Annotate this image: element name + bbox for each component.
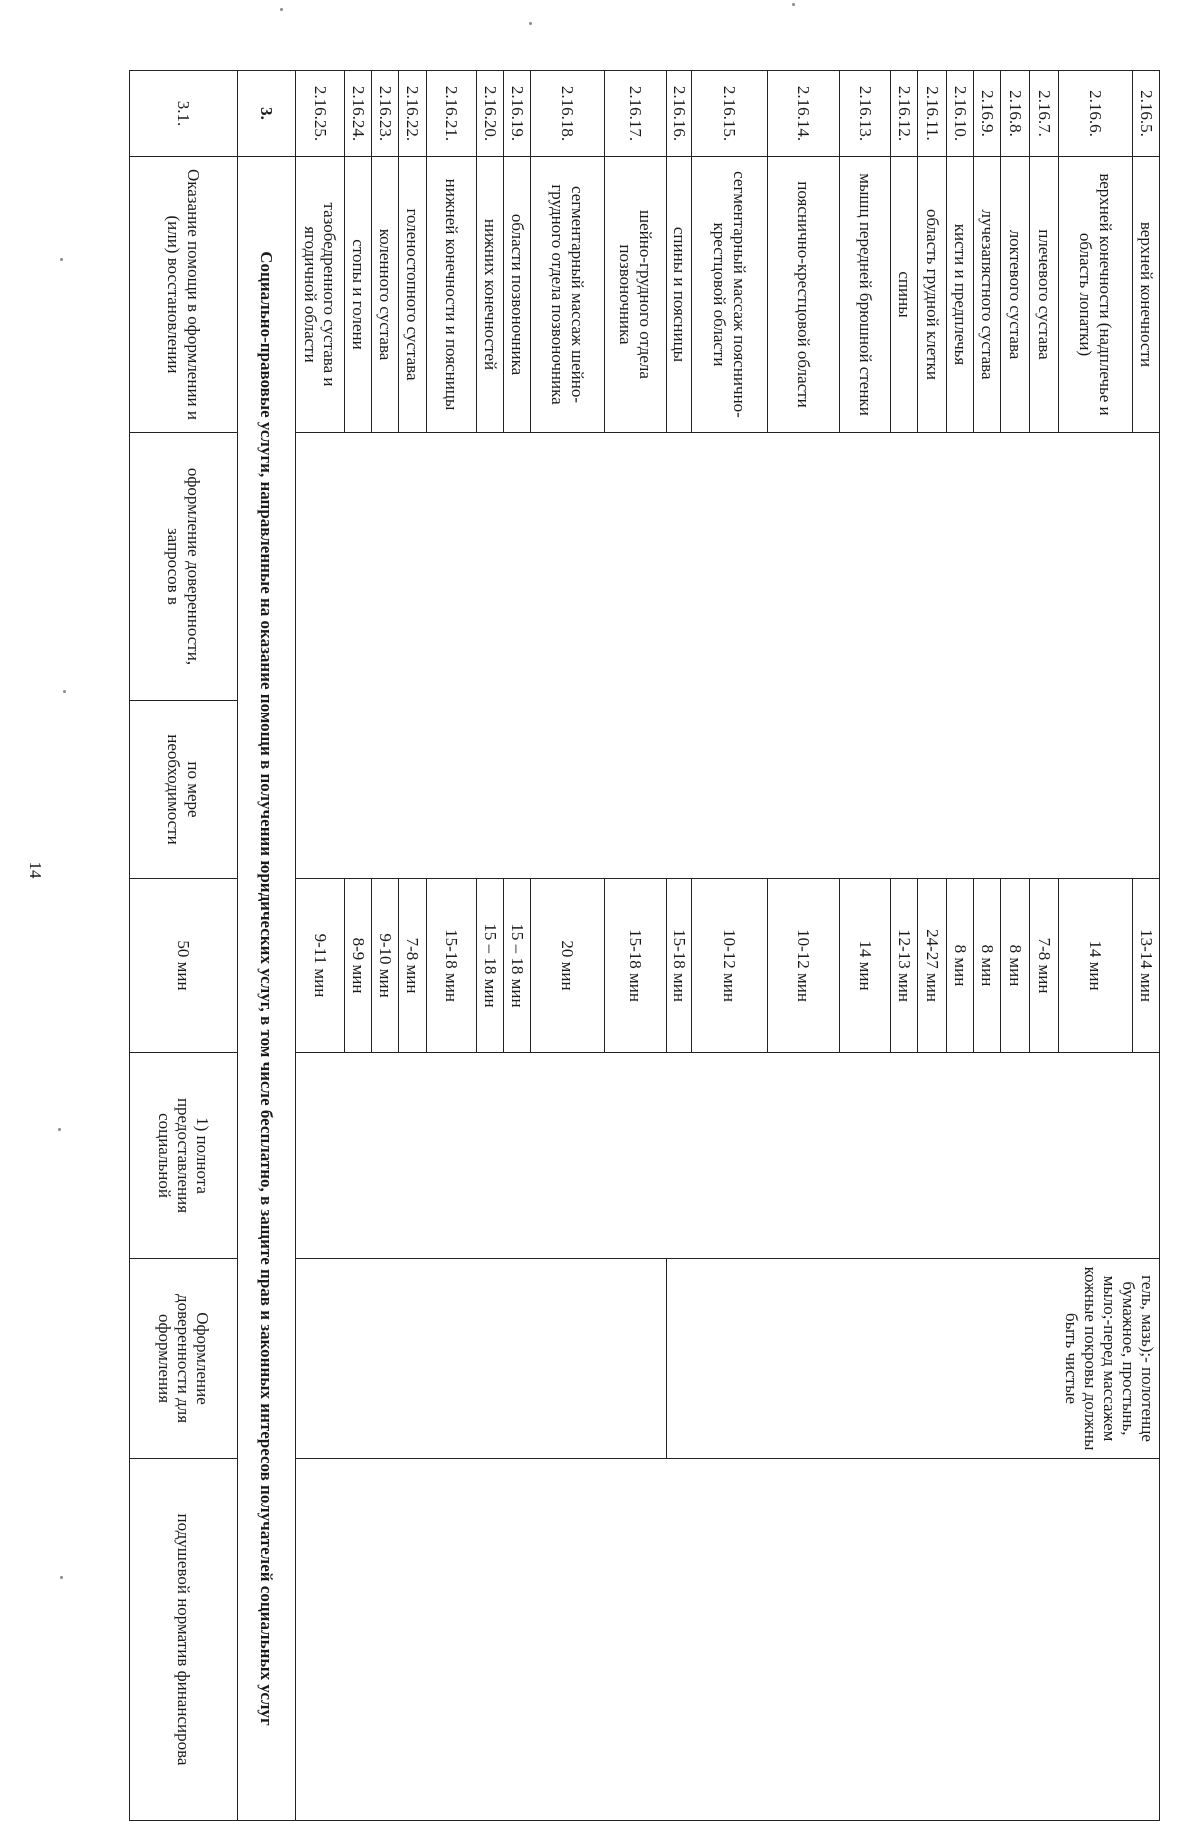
row-number: 2.16.15. (692, 71, 768, 157)
service-periodicity: по мере необходимости (130, 701, 238, 879)
row-name: стопы и голени (345, 157, 372, 433)
empty-quality-cell (296, 1053, 1160, 1259)
row-time: 7-8 мин (399, 879, 427, 1053)
row-number: 2.16.21. (427, 71, 477, 157)
section-number: 3. (238, 71, 296, 157)
row-name: шейно-грудного отдела позвоночника (605, 157, 667, 433)
massage-rows (296, 71, 1160, 1821)
rotated-table-page (60, 70, 1160, 1766)
empty-merged-cells (296, 433, 1160, 879)
row-time: 20 мин (531, 879, 605, 1053)
row-name: голеностопного сустава (399, 157, 427, 433)
row-number: 2.16.17. (605, 71, 667, 157)
row-name: тазобедренного сустава и ягодичной области (296, 157, 345, 433)
row-time: 8 мин (1001, 879, 1030, 1053)
scan-speck (280, 8, 283, 11)
row-number: 2.16.16. (667, 71, 692, 157)
table-row (1133, 71, 1160, 1821)
row-name: сегментарный массаж пояснично-крестцовой области (692, 157, 768, 433)
page-number: 14 (26, 861, 45, 879)
row-number: 2.16.8. (1001, 71, 1030, 157)
row-number: 2.16.24. (345, 71, 372, 157)
row-time: 8-9 мин (345, 879, 372, 1053)
row-number: 2.16.5. (1133, 71, 1160, 157)
row-number: 2.16.23. (372, 71, 399, 157)
row-number: 2.16.19. (504, 71, 531, 157)
row-number: 2.16.25. (296, 71, 345, 157)
service-number: 3.1. (130, 71, 238, 157)
row-name: нижней конечности и поясницы (427, 157, 477, 433)
section-title: Социально-правовые услуги, направленные на оказание помощи в получении юридических услуг, в том числе бесплатно, в защите прав и законных интересов получателей социальных услуг (238, 157, 296, 1821)
row-name: сегментарный массаж шейно-грудного отдела позвоночника (531, 157, 605, 433)
empty-conditions-cell (296, 1259, 667, 1459)
row-time: 24-27 мин (918, 879, 947, 1053)
row-time: 13-14 мин (1133, 879, 1160, 1053)
services-table (129, 70, 1160, 1821)
row-number: 2.16.10. (947, 71, 974, 157)
massage-conditions-note: гель, мазь);- полотенце бумажное, простынь, мыло;-перед массажем кожные покровы должны быть чистые (667, 1259, 1160, 1459)
row-name: локтевого сустава (1001, 157, 1030, 433)
row-time: 14 мин (840, 879, 891, 1053)
row-number: 2.16.9. (974, 71, 1001, 157)
row-time: 10-12 мин (768, 879, 840, 1053)
row-time: 15-18 мин (605, 879, 667, 1053)
row-time: 15-18 мин (667, 879, 692, 1053)
scan-speck (792, 3, 795, 6)
row-number: 2.16.7. (1030, 71, 1059, 157)
row-name: кисти и предплечья (947, 157, 974, 433)
section-row (238, 71, 296, 1821)
row-name: коленного сустава (372, 157, 399, 433)
service-financing: подушевой норматив финансирова (130, 1459, 238, 1821)
row-time: 15-18 мин (427, 879, 477, 1053)
row-name: области позвоночника (504, 157, 531, 433)
row-number: 2.16.22. (399, 71, 427, 157)
row-number: 2.16.18. (531, 71, 605, 157)
row-time: 9-10 мин (372, 879, 399, 1053)
row-name: пояснично-крестцовой области (768, 157, 840, 433)
service-content: оформление доверенности, запросов в (130, 433, 238, 701)
row-name: верхней конечности (1133, 157, 1160, 433)
row-number: 2.16.13. (840, 71, 891, 157)
row-time: 15 – 18 мин (504, 879, 531, 1053)
row-name: плечевого сустава (1030, 157, 1059, 433)
row-time: 9-11 мин (296, 879, 345, 1053)
service-conditions: Оформление доверенности для оформления (130, 1259, 238, 1459)
row-name: лучезапястного сустава (974, 157, 1001, 433)
row-name: спины (891, 157, 918, 433)
row-name: область грудной клетки (918, 157, 947, 433)
row-time: 10-12 мин (692, 879, 768, 1053)
row-number: 2.16.14. (768, 71, 840, 157)
row-number: 2.16.6. (1059, 71, 1133, 157)
row-time: 14 мин (1059, 879, 1133, 1053)
row-number: 2.16.11. (918, 71, 947, 157)
row-time: 8 мин (947, 879, 974, 1053)
scan-speck (529, 22, 532, 25)
row-number: 2.16.20. (477, 71, 504, 157)
row-time: 12-13 мин (891, 879, 918, 1053)
service-row (130, 71, 238, 1821)
row-name: спины и поясницы (667, 157, 692, 433)
empty-financing-cell (296, 1459, 1160, 1821)
service-quality: 1) полнота предоставления социальной (130, 1053, 238, 1259)
row-number: 2.16.12. (891, 71, 918, 157)
row-name: верхней конечности (надплечье и область лопатки) (1059, 157, 1133, 433)
service-name: Оказание помощи в оформлении и (или) восстановлении (130, 157, 238, 433)
row-time: 8 мин (974, 879, 1001, 1053)
service-time: 50 мин (130, 879, 238, 1053)
row-name: нижних конечностей (477, 157, 504, 433)
row-name: мышц передней брюшной стенки (840, 157, 891, 433)
row-time: 15 – 18 мин (477, 879, 504, 1053)
row-time: 7-8 мин (1030, 879, 1059, 1053)
